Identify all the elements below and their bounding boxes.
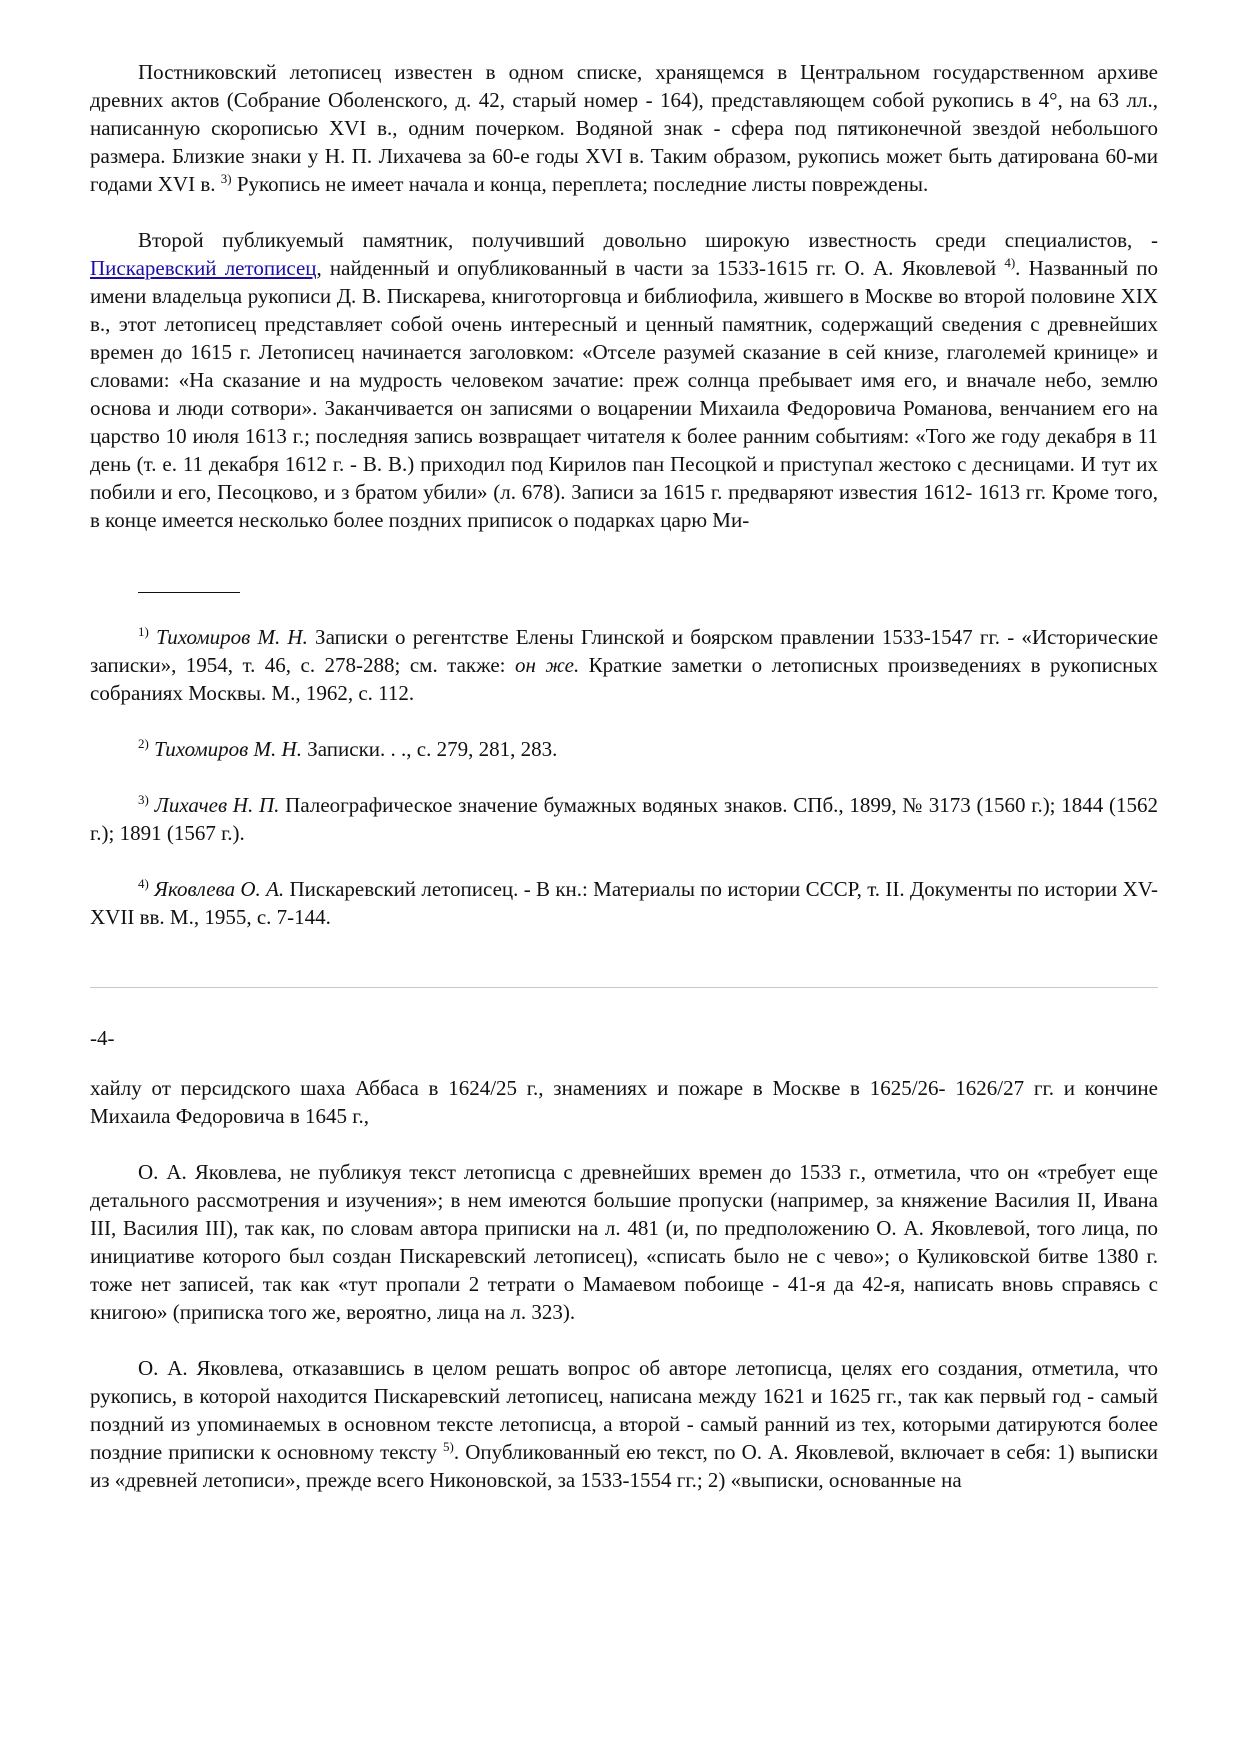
paragraph-postnikov-chronicle [90,58,1158,198]
paragraph-continuation [90,1074,1158,1130]
footnote-2 [90,735,1158,763]
footnote-marker: 1) [138,624,149,639]
paragraph-text: Постниковский летописец известен в одном списке, хранящемся в Центральном государственном архиве древних актов (Собрание Оболенского, д. 42, старый номер - 164), представляющем собой рукопись в 4°, на 63 лл., написанную скорописью XVI в., одним почерком. Водяной знак - сфера под пятиконечной звездой небольшого размера. Близкие знаки у Н. П. Лихачева за 60-е годы XVI в. Таким образом, рукопись может быть датирована 60-ми годами XVI в. [90,60,1158,196]
footnote-3 [90,791,1158,847]
footnote-marker: 3) [138,792,149,807]
paragraph-text: О. А. Яковлева, не публикуя текст летописца с древнейших времен до 1533 г., отметила, что он «требует еще детального рассмотрения и изучения»; в нем имеются большие пропуски (например, за княжение Василия II, Ивана III, Василия III), так как, по словам автора приписки на л. 481 (и, по предположению О. А. Яковлевой, того лица, по инициативе которого был создан Пискаревский летописец), «списать было не с чево»; о Куликовской битве 1380 г. тоже нет записей, так как «тут пропали 2 тетрати о Мамаевом побоище - 41-я да 42-я, написать вновь справясь с книгою» (приписка того же, вероятно, лица на л. 323). [90,1160,1158,1324]
paragraph-text: Рукопись не имеет начала и конца, переплета; последние листы повреждены. [236,172,929,196]
footnote-separator [138,592,240,593]
footnote-text: Краткие заметки о летописных произведениях в рукописных собраниях Москвы. М., 1962, с. 112. [90,653,1159,705]
footnote-text: Записки. . ., с. 279, 281, 283. [307,737,558,761]
footnote-author: Тихомиров М. Н. [156,625,308,649]
footnote-marker: 4) [138,876,149,891]
paragraph-yakovleva-gaps [90,1158,1158,1326]
footnote-ref-4[interactable]: 4) [1004,255,1016,270]
footnote-marker: 2) [138,736,149,751]
footnote-4 [90,875,1158,931]
footnote-author: Тихомиров М. Н. [154,737,302,761]
paragraph-text: Второй публикуемый памятник, получивший довольно широкую известность среди специалистов, - [138,228,1158,252]
paragraph-text: . Названный по имени владельца рукописи Д. В. Пискарева, книготорговца и библиофила, жившего в Москве во второй половине XIX в., этот летописец представляет собой очень интересный и ценный памятник, содержащий сведения с древнейших времен до 1615 г. Летописец начинается заголовком: «Отселе разумей сказание в сей книзе, глаголемей кринице» и словами: «На сказание и на мудрость человеком зачатие: преж солнца пребывает имя его, и вначале небо, землю основа и люди сотвори». Заканчивается он записями о воцарении Михаила Федоровича Романова, венчанием его на царство 10 июля 1613 г.; последняя запись возвращает читателя к более ранним событиям: «Того же году декабря в 11 день (т. е. 11 декабря 1612 г. - В. В.) приходил под Кирилов пан Песоцкой и приступал жестоко с десницами. И тут их побили и его, Песоцково, и з братом убили» (л. 678). Записи за 1615 г. предваряют известия 1612- 1613 гг. Кроме того, в конце имеется несколько более поздних приписок о подарках царю Ми- [90,256,1159,532]
footnote-author: Лихачев Н. П. [154,793,280,817]
paragraph-text: , найденный и опубликованный в части за 1533-1615 гг. О. А. Яковлевой [316,256,997,280]
paragraph-yakovleva-dating [90,1354,1158,1494]
footnote-ref-3[interactable]: 3) [220,171,232,186]
footnote-author: Яковлева О. А. [154,877,285,901]
page-divider [90,987,1158,988]
paragraph-text: . Опубликованный ею текст, по О. А. Яковлевой, включает в себя: 1) выписки из «древней летописи», прежде всего Никоновской, за 1533-1554 гг.; 2) «выписки, основанные на [90,1440,1159,1492]
footnote-1 [90,623,1158,707]
paragraph-text: хайлу от персидского шаха Аббаса в 1624/25 г., знамениях и пожаре в Москве в 1625/26- 1626/27 гг. и кончине Михаила Федоровича в 1645 г., [90,1076,1158,1128]
footnote-ref-5[interactable]: 5) [443,1439,454,1454]
document-page [90,58,1158,1494]
footnote-text: Записки о регентстве Елены Глинской и боярском правлении 1533-1547 гг. - «Исторические записки», 1954, т. 46, с. 278-288; см. также: [90,625,1159,677]
paragraph-piskarev-chronicle [90,226,1158,534]
footnotes [90,623,1158,931]
footnote-text: Пискаревский летописец. - В кн.: Материалы по истории СССР, т. II. Документы по истории XV-XVII вв. М., 1955, с. 7-144. [90,877,1158,929]
footnote-text: Палеографическое значение бумажных водяных знаков. СПб., 1899, № 3173 (1560 г.); 1844 (1562 г.); 1891 (1567 г.). [90,793,1159,845]
piskarev-chronicle-link[interactable]: Пискаревский летописец [90,256,317,280]
footnote-italic: он же. [514,653,580,677]
page-number: -4- [90,1026,115,1050]
paragraph-text: О. А. Яковлева, отказавшись в целом решать вопрос об авторе летописца, целях его создания, отметила, что рукопись, в которой находится Пискаревский летописец, написана между 1621 и 1625 гг., так как первый год - самый поздний из упоминаемых в основном тексте летописца, а второй - самый ранний из тех, которыми датируются более поздние приписки к основному тексту [90,1356,1158,1464]
